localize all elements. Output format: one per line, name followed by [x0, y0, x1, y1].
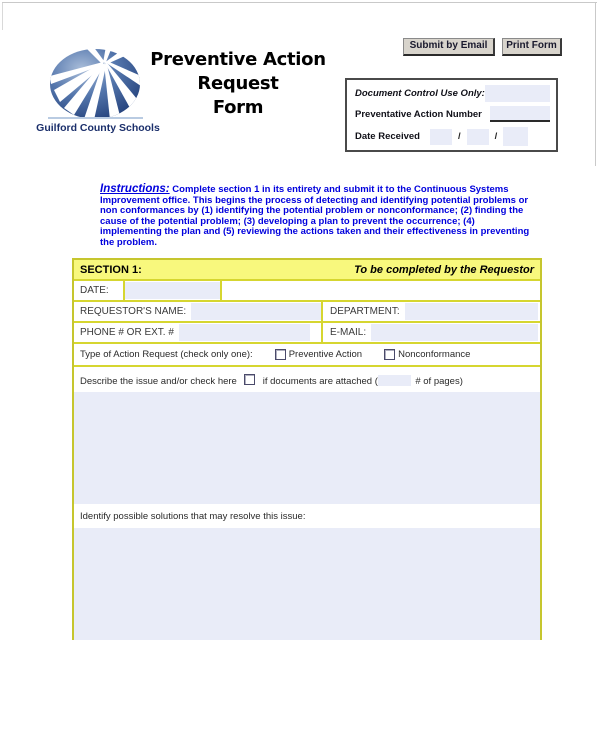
phone-cell [74, 323, 323, 342]
phone-field[interactable] [179, 324, 310, 341]
department-label: DEPARTMENT: [330, 306, 400, 317]
nonconformance-checkbox[interactable] [384, 349, 395, 360]
doc-control-field[interactable] [485, 85, 550, 102]
describe-issue-row [74, 367, 540, 500]
email-field[interactable] [371, 324, 538, 341]
document-control-box [345, 78, 558, 152]
phone-row [74, 323, 540, 344]
preventative-action-number-label: Preventative Action Number [355, 108, 482, 120]
date-label-cell [74, 281, 125, 300]
section1-header-row [74, 260, 540, 281]
instructions-text: Complete section 1 in its entirety and submit it to the Continuous Systems Improvement office. This begins the process of detecting and identifying potential problems or non conformances by (1) identifying the potential problem or nonconformance; (2) finding the cause of the potential problem; (3) developing a plan to prevent the occurrence; (4) implementing the plan and (5) reviewing the actions taken and their effectiveness in preventing the problem. [100, 184, 530, 248]
date-received-year-field[interactable] [503, 127, 528, 146]
action-type-row [74, 344, 540, 367]
date-label: DATE: [80, 285, 109, 296]
requestor-cell [74, 302, 323, 321]
frame-top-line [2, 2, 597, 3]
date-slash-2: / [494, 131, 498, 142]
frame-right-line [595, 2, 596, 166]
instructions-label: Instructions: [100, 183, 170, 195]
requestor-name-field[interactable] [191, 303, 321, 320]
date-row-filler [222, 281, 540, 300]
date-received-month-field[interactable] [430, 129, 452, 145]
submit-by-email-button[interactable] [403, 38, 495, 56]
submit-by-email-label: Submit by Email [409, 39, 488, 51]
date-received-day-field[interactable] [467, 129, 489, 145]
frame-left-line [2, 2, 3, 30]
solutions-row [74, 500, 540, 638]
solutions-labelline [74, 500, 540, 528]
section1-subtitle: To be completed by the Requestor [354, 263, 534, 276]
documents-attached-label: if documents are attached ( [262, 376, 378, 387]
documents-attached-checkbox[interactable] [244, 374, 255, 385]
preventive-action-checkbox[interactable] [275, 349, 286, 360]
preventive-action-option-label: Preventive Action [288, 349, 363, 360]
requestor-name-label: REQUESTOR'S NAME: [80, 306, 187, 317]
title-line-1: Preventive Action [150, 49, 326, 70]
num-pages-field[interactable] [378, 375, 411, 386]
page-title [140, 48, 336, 120]
doc-control-heading: Document Control Use Only: [355, 88, 485, 99]
print-form-label: Print Form [506, 39, 557, 51]
logo-underline [48, 117, 143, 119]
describe-issue-label: Describe the issue and/or check here [80, 376, 237, 387]
section1-table [72, 258, 542, 640]
describe-issue-labelline [74, 367, 540, 392]
title-line-3: Form [212, 97, 264, 118]
date-field-cell [125, 281, 222, 300]
requestor-row [74, 302, 540, 323]
phone-label: PHONE # OR EXT. # [80, 327, 174, 338]
date-received-label: Date Received [355, 131, 420, 142]
logo-caption: Guilford County Schools [36, 122, 160, 134]
title-line-2: Request [197, 73, 279, 94]
solutions-textarea[interactable] [74, 528, 540, 640]
preventative-action-number-field[interactable] [490, 106, 550, 122]
gcs-logo-icon [48, 46, 144, 120]
date-row [74, 281, 540, 302]
instructions-paragraph [100, 184, 537, 248]
date-field[interactable] [125, 282, 220, 299]
section1-title: SECTION 1: [80, 263, 142, 276]
print-form-button[interactable] [502, 38, 562, 56]
action-type-label: Type of Action Request (check only one): [80, 349, 253, 360]
department-cell [323, 302, 540, 321]
describe-issue-textarea[interactable] [74, 392, 540, 504]
date-slash-1: / [457, 131, 461, 142]
nonconformance-option-label: Nonconformance [398, 349, 471, 360]
email-label: E-MAIL: [330, 327, 367, 338]
solutions-label: Identify possible solutions that may resolve this issue: [80, 511, 306, 522]
department-field[interactable] [405, 303, 538, 320]
num-pages-label: # of pages) [415, 376, 463, 387]
email-cell [323, 323, 540, 342]
